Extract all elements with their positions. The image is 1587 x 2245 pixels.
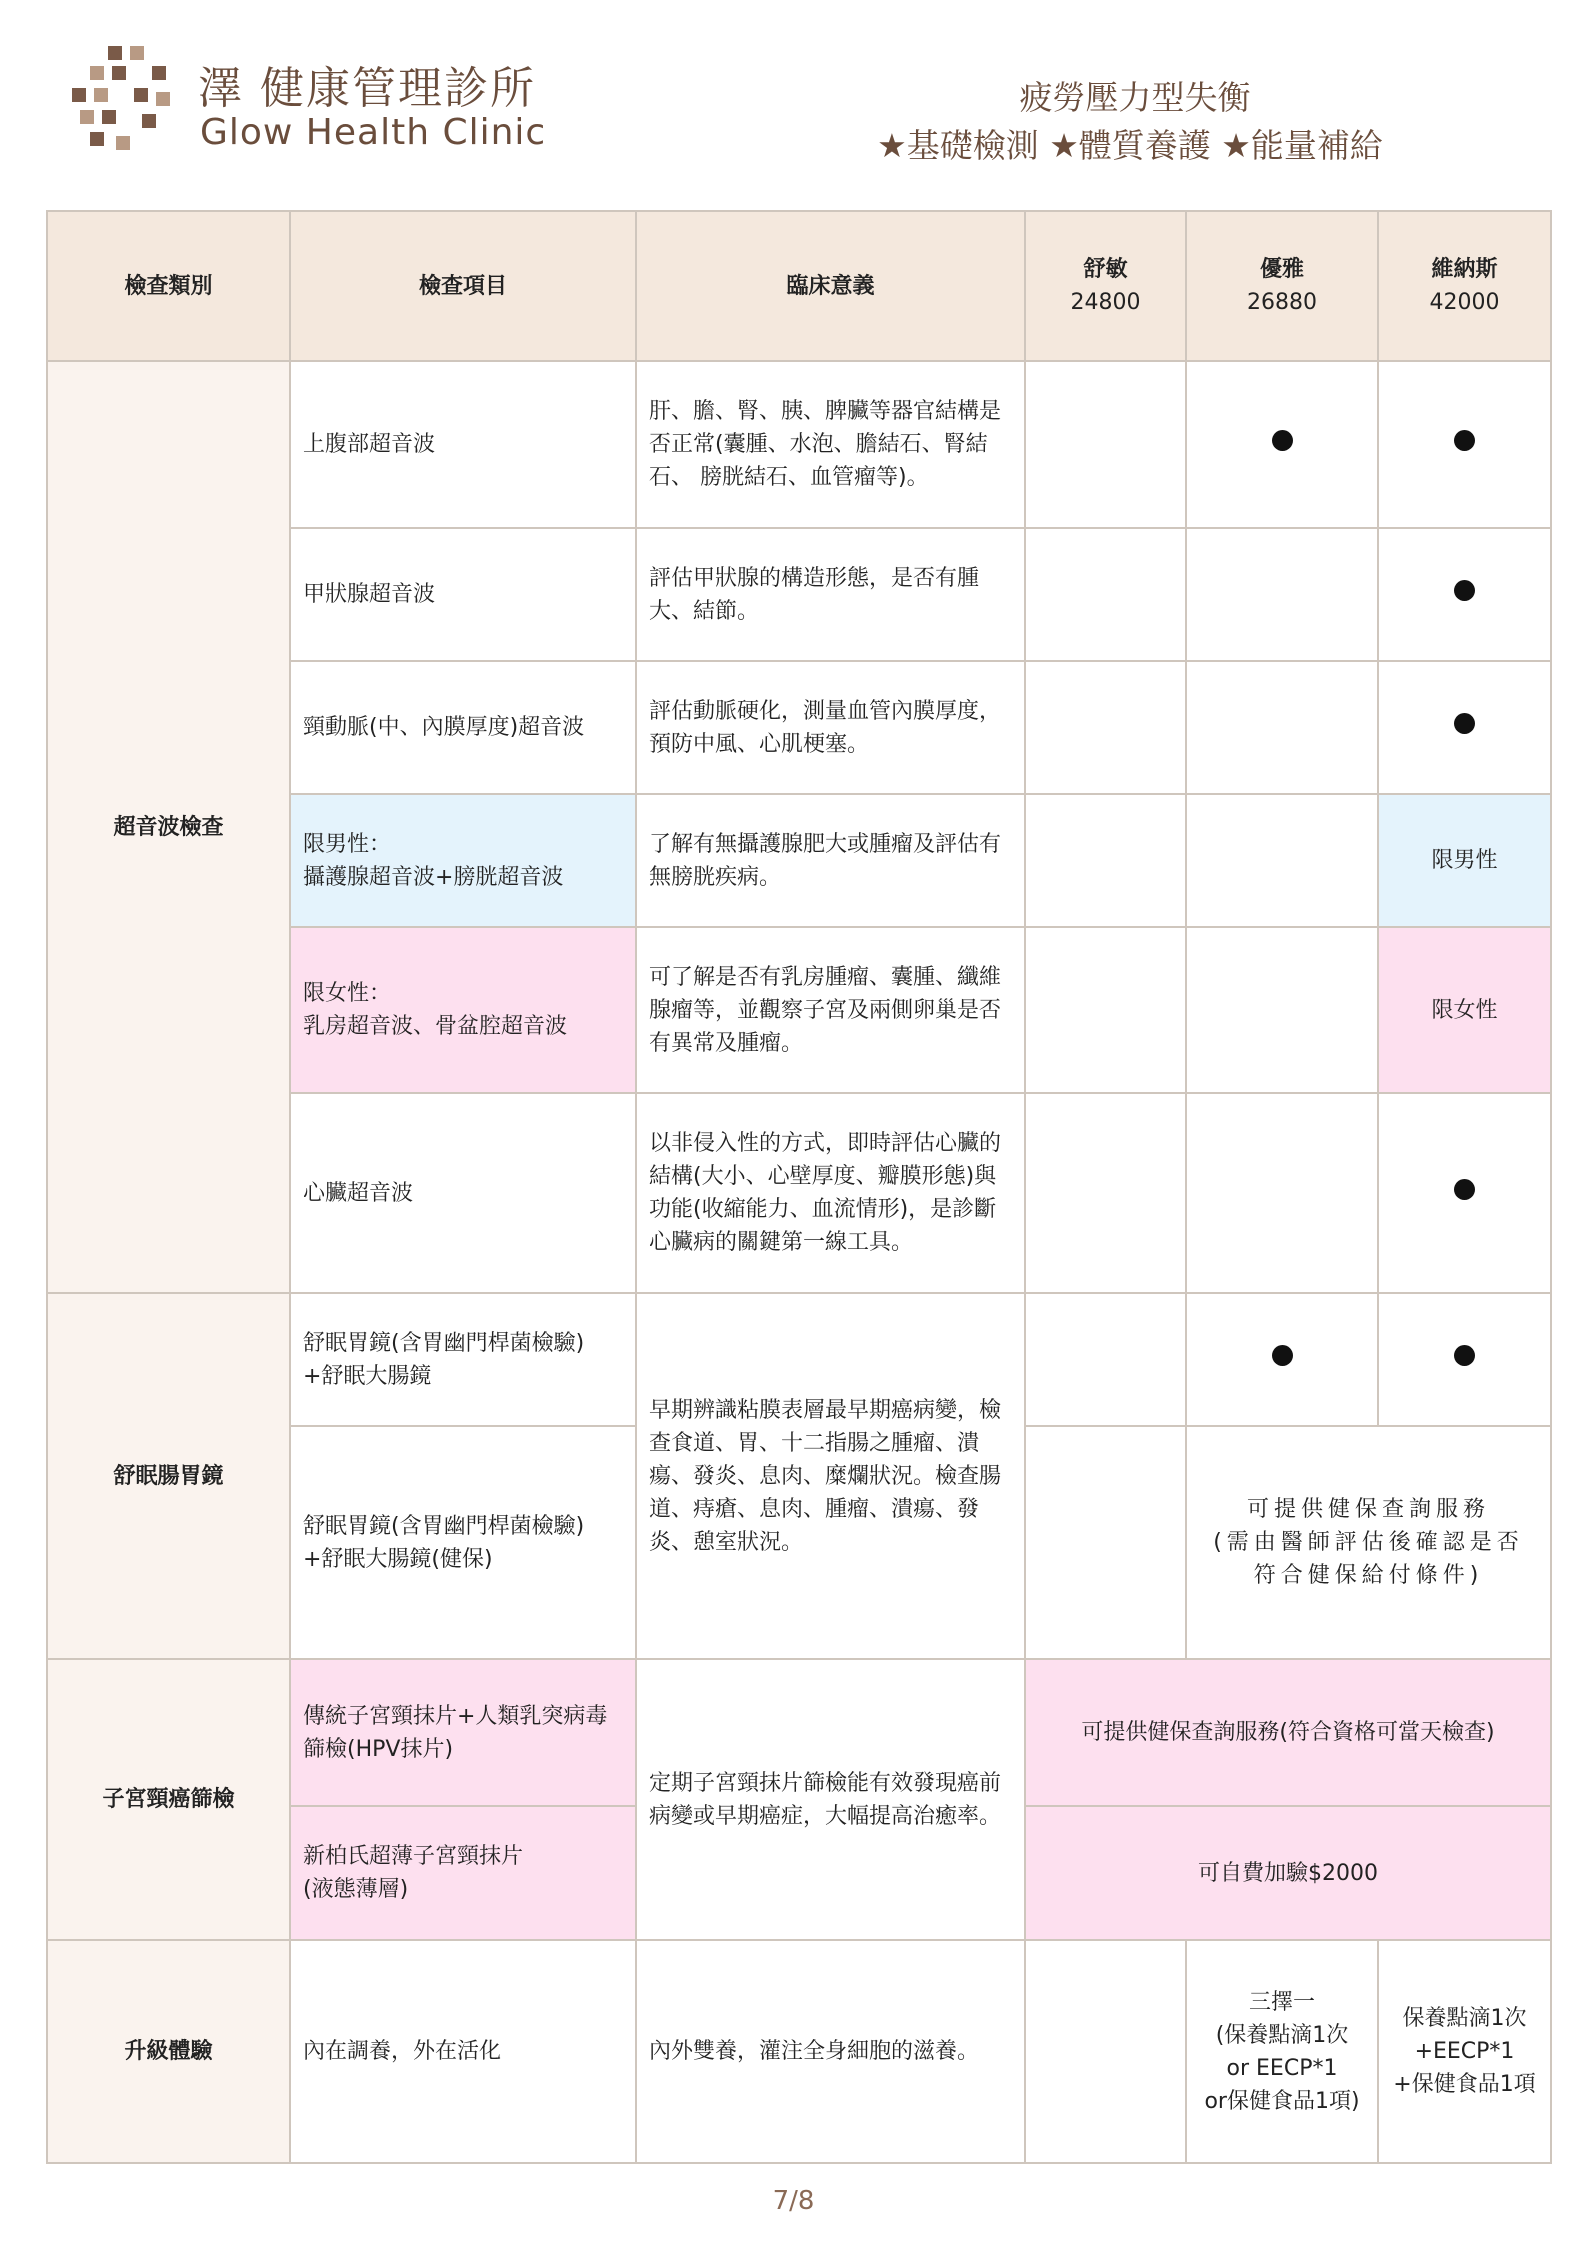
included-dot-icon [1454,1345,1475,1366]
endoscopy-1-line1: 舒眠胃鏡(含胃幽門桿菌檢驗) [303,1330,585,1356]
insurance-query-note [1186,1426,1551,1659]
upgrade-plan-2-line4: or保健食品1項) [1204,2088,1360,2114]
endoscopy-2-line1: 舒眠胃鏡(含胃幽門桿菌檢驗) [303,1513,585,1539]
upgrade-plan-3-line2: +EECP*1 [1414,2039,1515,2064]
item-abdominal: 上腹部超音波 [290,361,636,528]
female-only-exams: 乳房超音波、骨盆腔超音波 [303,1014,568,1039]
endoscopy-1-line2: +舒眠大腸鏡 [303,1363,432,1389]
meaning-male: 了解有無攝護腺肥大或腫瘤及評估有無膀胱疾病。 [636,794,1025,927]
package-title: 疲勞壓力型失衡 [1019,78,1251,117]
table-row [47,361,1551,528]
included-dot-icon [1454,713,1475,734]
plan-1-cell [1025,1940,1186,2163]
plan-3-cell [1378,361,1551,528]
upgrade-plan-2-line3: or EECP*1 [1226,2055,1338,2081]
included-dot-icon [1454,1179,1475,1200]
upgrade-plan-3-line1: 保養點滴1次 [1402,2006,1527,2031]
brand-chinese-name: 澤 健康管理診所 [198,63,536,114]
plan-1-cell [1025,1093,1186,1293]
upgrade-plan-3-option [1378,1940,1551,2163]
plan-1-name: 舒敏 [1083,257,1128,282]
category-cervical: 子宮頸癌篩檢 [47,1659,290,1940]
plan-1-cell [1025,794,1186,927]
meaning-upgrade: 內外雙養，灌注全身細胞的滋養。 [636,1940,1025,2163]
male-only-label: 限男性： [303,831,392,857]
item-carotid: 頸動脈(中、內膜厚度)超音波 [290,661,636,794]
insurance-note-line1: 可提供健保查詢服務 [1246,1497,1490,1522]
insurance-note-line2: (需由醫師評估後確認是否 [1213,1530,1524,1555]
plan-2-cell [1186,528,1378,661]
item-female-only [290,927,636,1093]
item-endoscopy-2 [290,1426,636,1659]
meaning-cervical: 定期子宮頸抹片篩檢能有效發現癌前病變或早期癌症，大幅提高治癒率。 [636,1659,1025,1940]
meaning-female: 可了解是否有乳房腫瘤、囊腫、纖維腺瘤等，並觀察子宮及兩側卵巢是否有異常及腫瘤。 [636,927,1025,1093]
plan-1-cell [1025,661,1186,794]
brand-english-name: Glow Health Clinic [200,112,547,153]
category-ultrasound: 超音波檢查 [47,361,290,1293]
meaning-thyroid: 評估甲狀腺的構造形態，是否有腫大、結節。 [636,528,1025,661]
upgrade-plan-2-line2: (保養點滴1次 [1215,2022,1349,2048]
header-plan-2 [1186,211,1378,361]
item-upgrade: 內在調養，外在活化 [290,1940,636,2163]
plan-1-price: 24800 [1070,290,1141,315]
plan-1-cell [1025,528,1186,661]
item-thyroid: 甲狀腺超音波 [290,528,636,661]
plan-1-cell [1025,1293,1186,1426]
meaning-abdominal: 肝、膽、腎、胰、脾臟等器官結構是否正常(囊腫、水泡、膽結石、腎結石、 膀胱結石、血管瘤等)。 [636,361,1025,528]
cervical-insurance-note: 可提供健保查詢服務(符合資格可當天檢查) [1025,1659,1551,1806]
plan-2-cell [1186,1293,1378,1426]
plan-2-cell [1186,794,1378,927]
plan-3-price: 42000 [1429,290,1500,315]
header-plan-1 [1025,211,1186,361]
female-only-label: 限女性： [303,981,392,1006]
cervical-addon-price: 可自費加驗$2000 [1025,1806,1551,1940]
meaning-carotid: 評估動脈硬化，測量血管內膜厚度，預防中風、心肌梗塞。 [636,661,1025,794]
upgrade-plan-3-line3: +保健食品1項 [1393,2072,1536,2097]
category-endoscopy: 舒眠腸胃鏡 [47,1293,290,1659]
female-only-badge: 限女性 [1378,927,1551,1093]
plan-3-cell [1378,1093,1551,1293]
plan-1-cell [1025,1426,1186,1659]
header-item: 檢查項目 [290,211,636,361]
checkup-table [46,210,1552,2164]
upgrade-plan-2-line1: 三擇一 [1248,1989,1315,2015]
item-heart: 心臟超音波 [290,1093,636,1293]
item-endoscopy-1 [290,1293,636,1426]
header-category: 檢查類別 [47,211,290,361]
item-male-only [290,794,636,927]
table-row [47,1940,1551,2163]
table-row [47,1293,1551,1426]
upgrade-plan-2-option [1186,1940,1378,2163]
category-upgrade: 升級體驗 [47,1940,290,2163]
page-number: 7/8 [772,2186,815,2216]
endoscopy-2-line2: +舒眠大腸鏡(健保) [303,1546,493,1572]
table-row [47,1659,1551,1806]
plan-2-name: 優雅 [1259,257,1304,282]
cervical-2-line2: (液態薄層) [303,1877,409,1902]
male-only-badge: 限男性 [1378,794,1551,927]
meaning-endoscopy: 早期辨識粘膜表層最早期癌病變，檢查食道、胃、十二指腸之腫瘤、潰瘍、發炎、息肉、糜爛狀況。檢查腸道、痔瘡、息肉、腫瘤、潰瘍、發炎、憩室狀況。 [636,1293,1025,1659]
included-dot-icon [1454,580,1475,601]
plan-3-name: 維納斯 [1431,257,1498,282]
included-dot-icon [1454,430,1475,451]
plan-1-cell [1025,361,1186,528]
meaning-heart: 以非侵入性的方式，即時評估心臟的結構(大小、心壁厚度、瓣膜形態)與功能(收縮能力、血流情形)，是診斷心臟病的關鍵第一線工具。 [636,1093,1025,1293]
package-subtitle: ★基礎檢測 ★體質養護 ★能量補給 [877,126,1383,165]
plan-3-cell [1378,661,1551,794]
plan-2-cell [1186,927,1378,1093]
header-meaning: 臨床意義 [636,211,1025,361]
plan-2-cell [1186,1093,1378,1293]
plan-2-cell [1186,661,1378,794]
item-cervical-2 [290,1806,636,1940]
item-cervical-1: 傳統子宮頸抹片+人類乳突病毒篩檢(HPV抹片) [290,1659,636,1806]
plan-3-cell [1378,1293,1551,1426]
cervical-2-line1: 新柏氏超薄子宮頸抹片 [303,1844,524,1869]
header-plan-3 [1378,211,1551,361]
clinic-logo [72,44,182,156]
plan-2-cell [1186,361,1378,528]
included-dot-icon [1272,430,1293,451]
plan-1-cell [1025,927,1186,1093]
plan-2-price: 26880 [1247,290,1317,315]
included-dot-icon [1272,1345,1293,1366]
male-only-exams: 攝護腺超音波+膀胱超音波 [303,864,564,890]
insurance-note-line3: 符合健保給付條件) [1253,1563,1484,1588]
plan-3-cell [1378,528,1551,661]
table-header-row [47,211,1551,361]
